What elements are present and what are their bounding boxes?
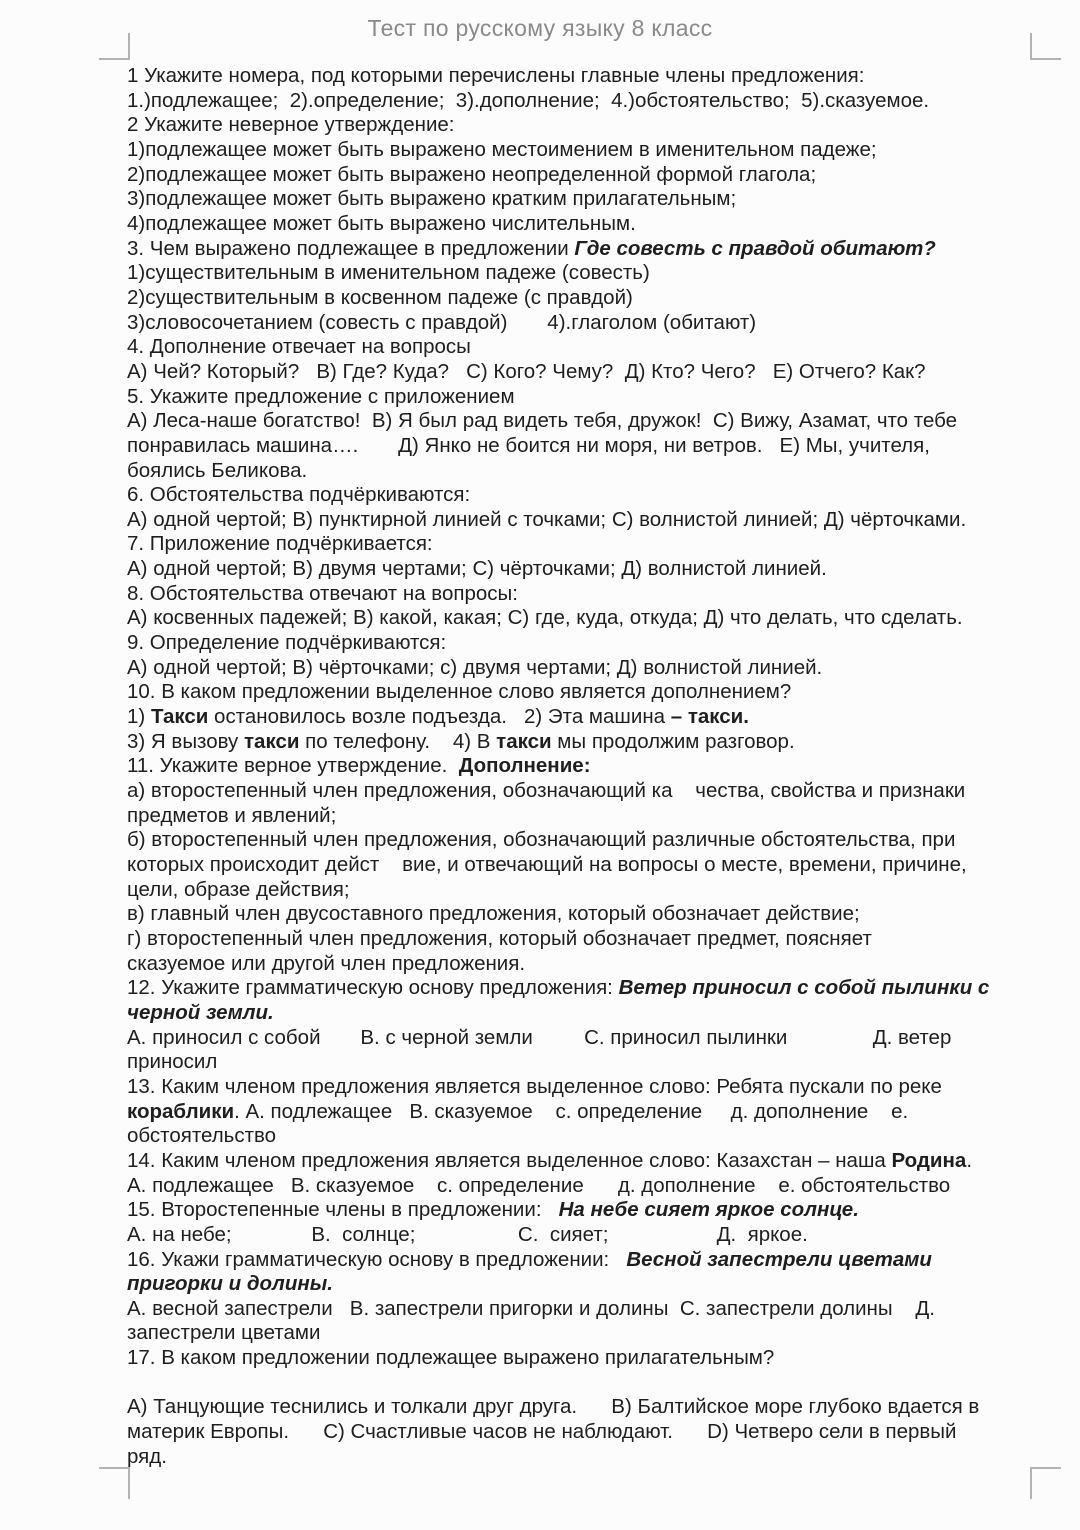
text-line [127,237,1047,262]
text-segment: А) Леса-наше богатство! В) Я был рад видеть тебя, дружок! С) Вижу, Азамат, что тебе [127,409,958,433]
text-segment: 9. Определение подчёркиваются: [127,631,447,655]
text-line [127,434,1047,459]
text-line [127,1420,1047,1445]
text-segment: 1.)подлежащее; 2).определение; 3).дополнение; 4.)обстоятельство; 5).сказуемое. [127,88,930,112]
text-segment: 1)подлежащее может быть выражено местоимением в именительном падеже; [127,137,877,161]
text-segment: 2)существительным в косвенном падеже (с правдой) [127,285,633,309]
text-segment: 8. Обстоятельства отвечают на вопросы: [127,581,518,605]
text-segment: обстоятельство [127,1124,277,1148]
text-line [127,804,1047,829]
text-segment: понравилась машина…. Д) Янко не боится ни моря, ни ветров. Е) Мы, учителя, [127,433,930,457]
emphasized-text: Дополнение: [458,754,591,778]
text-line [127,113,1047,138]
text-segment: 3. Чем выражено подлежащее в предложении [127,236,575,260]
text-line [127,705,1047,730]
text-segment: 6. Обстоятельства подчёркиваются: [127,483,471,507]
text-segment: 4)подлежащее может быть выражено числительным. [127,211,636,235]
text-line [127,409,1047,434]
text-line [127,483,1047,508]
text-segment: боялись Беликова. [127,458,308,482]
text-segment: А. на небе; В. солнце; С. сияет; Д. яркое. [127,1222,808,1246]
text-segment: . [966,1148,973,1172]
emphasized-text: такси [244,729,300,753]
text-line [127,878,1047,903]
text-segment: г) второстепенный член предложения, который обозначает предмет, поясняет [127,926,872,950]
text-line [127,335,1047,360]
text-segment: 10. В каком предложении выделенное слово является дополнением? [127,680,792,704]
document-body [127,64,1047,1469]
text-line [127,385,1047,410]
text-line [127,656,1047,681]
margin-corner-mark-top-right [1030,33,1061,60]
text-segment: А) косвенных падежей; В) какой, какая; С) где, куда, откуда; Д) что делать, что сделать. [127,606,963,630]
text-line [127,606,1047,631]
text-line [127,902,1047,927]
text-segment: 15. Второстепенные члены в предложении: [127,1198,559,1222]
text-segment: материк Европы. С) Счастливые часов не наблюдают. D) Четверо сели в первый [127,1420,957,1444]
text-line [127,1174,1047,1199]
text-line [127,459,1047,484]
text-line [127,927,1047,952]
text-line [127,1026,1047,1051]
text-line [127,508,1047,533]
text-segment: остановилось возле подъезда. 2) Эта машина [208,705,671,729]
emphasized-text: Такси [150,705,209,729]
text-line [127,163,1047,188]
text-segment: в) главный член двусоставного предложения, который обозначает действие; [127,902,860,926]
emphasized-text: кораблики [127,1099,235,1123]
text-line [127,1223,1047,1248]
text-segment: А) Танцующие теснились и толкали друг друга. В) Балтийское море глубоко вдается в [127,1395,980,1419]
text-line [127,1272,1047,1297]
text-line [127,631,1047,656]
text-segment: по телефону. 4) В [299,729,497,753]
text-segment: А. весной запестрели В. запестрели пригорки и долины С. запестрели долины Д. [127,1296,935,1320]
text-line [127,1248,1047,1273]
text-segment: 1)существительным в именительном падеже (совесть) [127,261,650,285]
text-line [127,261,1047,286]
text-line [127,311,1047,336]
text-segment: б) второстепенный член предложения, обозначающий различные обстоятельства, при [127,828,956,852]
text-segment: 3)словосочетанием (совесть с правдой) 4).глаголом (обитают) [127,310,757,334]
text-line [127,1075,1047,1100]
text-segment: которых происходит дейст вие, и отвечающий на вопросы о месте, времени, причине, [127,853,967,876]
emphasized-text: На небе сияет яркое солнце. [558,1198,859,1222]
emphasized-text: такси [496,729,552,753]
text-line [127,1149,1047,1174]
text-line [127,779,1047,804]
text-segment: 2 Укажите неверное утверждение: [127,113,455,137]
text-segment: 11. Укажите верное утверждение. [127,754,459,778]
text-line [127,1050,1047,1075]
text-segment: 14. Каким членом предложения является выделенное слово: Казахстан – наша [127,1148,892,1172]
text-line [127,1100,1047,1125]
emphasized-text: – такси. [670,705,749,729]
emphasized-text: Ветер приносил с собой пылинки с [618,976,990,1000]
text-line [127,89,1047,114]
document-title: Тест по русскому языку 8 класс [367,15,713,41]
text-segment: 1 Укажите номера, под которыми перечислены главные члены предложения: [127,64,865,87]
text-segment: запестрели цветами [127,1321,321,1345]
text-line [127,532,1047,557]
text-line [127,138,1047,163]
text-line [127,1297,1047,1322]
text-line [127,1321,1047,1346]
text-line [127,952,1047,977]
emphasized-text: пригорки и долины. [127,1272,333,1296]
margin-corner-mark-bottom-left [99,1467,130,1499]
text-segment: А. приносил с собой В. с черной земли С. приносил пылинки Д. ветер [127,1025,952,1049]
text-line [127,1124,1047,1149]
blank-line [127,1371,1047,1396]
text-segment: А) одной чертой; В) чёрточками; с) двумя чертами; Д) волнистой линией. [127,655,823,679]
text-segment: 16. Укажи грамматическую основу в предложении: [127,1247,627,1271]
text-line [127,730,1047,755]
text-segment: предметов и явлений; [127,803,337,827]
text-segment: приносил [127,1050,218,1074]
text-segment: 13. Каким членом предложения является выделенное слово: Ребята пускали по реке [127,1074,942,1098]
text-line [127,1198,1047,1223]
text-line [127,1001,1047,1026]
text-line [127,187,1047,212]
text-line [127,582,1047,607]
text-line [127,828,1047,853]
text-line [127,286,1047,311]
text-line [127,212,1047,237]
text-segment: А) Чей? Который? В) Где? Куда? С) Кого? Чему? Д) Кто? Чего? Е) Отчего? Как? [127,359,926,383]
text-segment: ряд. [127,1444,167,1468]
text-segment: 3) Я вызову [127,729,245,753]
text-segment: А) одной чертой; В) пунктирной линией с точками; С) волнистой линией; Д) чёрточками. [127,507,967,531]
text-line [127,754,1047,779]
emphasized-text: черной земли. [127,1000,274,1024]
text-segment: А. подлежащее В. сказуемое с. определение д. дополнение е. обстоятельство [127,1173,951,1197]
text-line [127,1445,1047,1470]
text-segment: . А. подлежащее В. сказуемое с. определение д. дополнение е. [234,1099,909,1123]
text-line [127,360,1047,385]
margin-corner-mark-top-left [99,33,130,60]
text-segment: цели, образе действия; [127,877,350,901]
text-segment: 7. Приложение подчёркивается: [127,532,433,556]
text-line [127,557,1047,582]
text-segment: сказуемое или другой член предложения. [127,951,526,975]
text-line [127,1395,1047,1420]
text-segment: 17. В каком предложении подлежащее выражено прилагательным? [127,1346,775,1370]
text-segment: 5. Укажите предложение с приложением [127,384,515,408]
text-segment: а) второстепенный член предложения, обозначающий ка чества, свойства и признаки [127,779,966,803]
text-segment: 1) [127,705,151,729]
emphasized-text: Где совесть с правдой обитают? [574,236,936,260]
emphasized-text: Весной запестрели цветами [626,1247,932,1271]
text-line [127,853,1047,878]
text-line [127,1346,1047,1371]
text-line [127,680,1047,705]
text-segment: 12. Укажите грамматическую основу предложения: [127,976,619,1000]
text-segment: 4. Дополнение отвечает на вопросы [127,335,471,359]
text-line [127,976,1047,1001]
text-segment: 3)подлежащее может быть выражено кратким прилагательным; [127,187,737,211]
text-segment: мы продолжим разговор. [551,729,795,753]
margin-corner-mark-bottom-right [1030,1467,1061,1499]
text-segment: 2)подлежащее может быть выражено неопределенной формой глагола; [127,162,817,186]
emphasized-text: Родина [891,1148,967,1172]
text-line [127,64,1047,89]
text-segment: А) одной чертой; В) двумя чертами; С) чёрточками; Д) волнистой линией. [127,557,827,581]
